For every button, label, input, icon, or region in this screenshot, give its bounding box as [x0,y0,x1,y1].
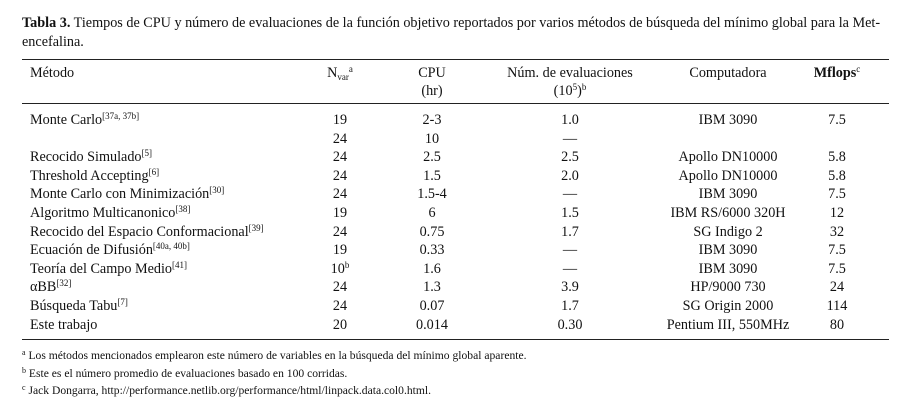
cell-cpu [392,260,472,278]
cell-nvar-text: 24 [332,149,348,166]
cell-mflops-text: 80 [829,316,845,333]
cell-nvar [300,316,380,334]
cell-cpu-text: 0.33 [419,242,445,259]
cell-evals [500,185,640,203]
cell-cpu [392,167,472,185]
cell-mflops [812,204,862,222]
cell-method [30,316,97,334]
footnote-mark: a [22,348,26,357]
cell-nvar-text: 10 [330,260,345,277]
cell-cpu [392,316,472,334]
header-nvar-label: N [327,65,338,81]
cell-mflops-text: 7.5 [828,112,846,128]
cell-method [30,278,71,296]
cell-cpu-text: 10 [424,130,440,147]
cell-mflops-text: 7.5 [828,242,846,259]
cell-mflops [812,167,862,185]
cell-cpu [392,297,472,315]
cell-computer [648,241,808,259]
header-evals [500,64,640,100]
cell-mflops-text: 5.8 [828,167,846,184]
footnote-text: Este es el número promedio de evaluaciones basado en 100 corridas. [28,366,348,380]
cell-computer-text: IBM RS/6000 320H [670,205,786,221]
header-mflops-sup: c [856,64,861,74]
header-mflops [812,64,862,82]
reference-citation: [30] [209,185,225,196]
cell-method [30,223,264,241]
header-evals-exp: 5 [572,82,578,92]
cell-cpu-text: 0.75 [419,223,445,240]
cell-evals-text: 2.0 [561,167,579,184]
reference-citation: [32] [56,278,72,289]
reference-citation: [7] [117,297,128,307]
reference-citation: [41] [172,259,188,270]
cell-evals-text: 1.7 [561,298,579,314]
cell-evals-text: 1.7 [561,223,579,240]
header-evals-close: ) [577,83,582,99]
cell-nvar [300,204,380,222]
cell-evals [500,297,640,315]
cell-evals-text: 1.5 [561,205,579,221]
cell-nvar-text: 19 [332,112,348,128]
cell-cpu-text: 0.07 [419,298,445,314]
cell-nvar-text: 24 [332,279,348,296]
cell-method-text: Threshold Accepting [30,167,149,184]
cell-nvar [300,148,380,166]
cell-nvar-text: 24 [332,223,348,240]
cell-evals [500,260,640,278]
footnote-text: Jack Dongarra, http://performance.netlib.org/performance/html/linpack.data.col0.html. [28,384,432,397]
cell-nvar-text: 19 [332,242,348,259]
cell-nvar-text: 20 [332,316,348,333]
cell-evals [500,223,640,241]
header-evals-sup: b [581,82,587,92]
cell-nvar [300,297,380,315]
cell-mflops-text: 5.8 [828,149,846,166]
cell-cpu-text: 1.5-4 [417,186,447,203]
cell-cpu [392,223,472,241]
cell-nvar [300,260,380,278]
cell-evals [500,278,640,296]
cell-cpu-text: 6 [428,205,436,221]
cell-cpu-text: 2-3 [422,112,442,128]
cell-method-text: Este trabajo [30,316,98,333]
cell-nvar-text: 24 [332,186,348,203]
caption-text: Tiempos de CPU y número de evaluaciones de la función objetivo reportados por varios métodos de búsqueda del mínimo global para la Met-encefalina. [22,15,881,50]
cell-computer [648,223,808,241]
header-nvar [300,64,380,82]
cell-cpu [392,241,472,259]
cell-nvar [300,223,380,241]
cell-computer-text: SG Origin 2000 [682,298,774,314]
footnote [22,366,347,381]
cell-mflops-text: 114 [826,298,848,314]
cell-method-text: Teoría del Campo Medio [30,260,173,277]
cell-computer-text: IBM 3090 [698,186,758,203]
cell-nvar-text: 24 [332,130,348,147]
footnote-text: Los métodos mencionados emplearon este número de variables en la búsqueda del mínimo global aparente. [28,349,527,362]
header-mflops-ops: ops [835,65,857,81]
cell-computer-text: IBM 3090 [698,112,758,128]
cell-computer [648,111,808,129]
cell-mflops-text: 7.5 [828,260,846,277]
reference-citation: [5] [141,148,153,159]
header-evals-base: (10 [553,83,573,99]
cell-method [30,111,139,129]
cell-computer [648,167,808,185]
cell-evals [500,316,640,334]
cell-evals [500,111,640,129]
cell-evals-text: 2.5 [561,149,579,166]
cell-evals-text: — [562,260,578,277]
header-mflops-m: M [813,65,828,81]
cell-cpu [392,130,472,148]
bottom-rule [22,339,889,340]
cell-cpu [392,278,472,296]
cell-nvar [300,278,380,296]
top-rule [22,59,889,60]
cell-nvar-text: 19 [332,205,348,221]
cell-mflops [812,297,862,315]
header-evals-line2 [500,82,640,100]
cell-method [30,297,128,315]
header-rule [22,103,889,104]
cell-evals-text: — [562,186,578,203]
cell-computer-text: IBM 3090 [698,242,758,259]
cell-mflops [812,148,862,166]
cell-cpu [392,111,472,129]
cell-computer [648,278,808,296]
footnote [22,348,527,363]
cell-evals-text: 3.9 [561,279,579,296]
cell-mflops [812,111,862,129]
cell-nvar [300,130,380,148]
cell-evals-text: — [562,242,578,259]
cell-computer [648,148,808,166]
reference-citation: [6] [148,166,160,177]
cell-nvar-text: 24 [332,167,348,184]
cell-cpu-text: 1.5 [423,167,441,184]
cell-mflops-text: 24 [829,279,845,296]
header-cpu-line1: CPU [418,65,446,81]
reference-citation: [38] [175,204,191,214]
cell-computer-text: SG Indigo 2 [693,223,763,240]
cell-cpu-text: 0.014 [416,316,448,333]
cell-evals-text: 0.30 [557,316,583,333]
cell-method-text: Algoritmo Multicanonico [30,205,176,221]
table-caption [22,14,894,52]
cell-evals [500,204,640,222]
cell-method [30,204,190,222]
header-nvar-sup: a [348,64,353,74]
header-cpu-line2: (hr) [421,83,443,99]
footnote-mark: b [22,365,26,375]
cell-mflops [812,316,862,334]
cell-method-text: Recocido del Espacio Conformacional [30,223,249,240]
cell-computer [648,204,808,222]
header-cpu [392,64,472,100]
cell-method-text: Monte Carlo [30,112,103,128]
caption-label: Tabla 3. [22,15,71,31]
footnote-mark: c [22,383,26,392]
footnote [22,383,431,398]
header-computer-label: Computadora [689,65,767,81]
cell-method-text: Búsqueda Tabu [30,298,118,314]
cell-evals [500,130,640,148]
header-method [30,64,74,82]
cell-mflops [812,185,862,203]
cell-evals-text: — [562,130,578,147]
cell-method-text: Ecuación de Difusión [30,242,153,259]
nvar-footnote-mark: b [344,259,350,270]
cell-nvar [300,111,380,129]
cell-cpu [392,185,472,203]
header-evals-line1: Núm. de evaluaciones [507,65,633,81]
cell-method [30,260,187,278]
cell-evals [500,148,640,166]
cell-computer-text: Apollo DN10000 [678,167,778,184]
header-nvar-sub: var [337,72,349,82]
reference-citation: [40a, 40b] [152,241,190,252]
header-computer [648,64,808,82]
cell-method [30,241,190,259]
cell-mflops [812,260,862,278]
cell-method [30,185,224,203]
cell-cpu-text: 1.6 [423,260,441,277]
reference-citation: [37a, 37b] [102,111,140,121]
cell-mflops-text: 32 [829,223,845,240]
cell-evals-text: 1.0 [561,112,579,128]
cell-cpu-text: 1.3 [423,279,441,296]
cell-cpu [392,204,472,222]
cell-nvar [300,185,380,203]
cell-method-text: αBB [30,279,57,296]
cell-evals [500,167,640,185]
cell-mflops [812,278,862,296]
cell-cpu-text: 2.5 [423,149,441,166]
cell-computer-text: HP/9000 730 [690,279,766,296]
cell-evals [500,241,640,259]
cell-computer [648,185,808,203]
cell-method [30,148,152,166]
header-mflops-fl: fl [827,65,836,81]
cell-cpu [392,148,472,166]
cell-mflops [812,223,862,241]
cell-nvar-text: 24 [332,298,348,314]
cell-mflops [812,241,862,259]
cell-method [30,167,159,185]
cell-computer-text: IBM 3090 [698,260,758,277]
cell-mflops-text: 12 [829,205,845,221]
header-method-label: Método [30,65,75,81]
cell-computer [648,297,808,315]
cell-nvar [300,167,380,185]
cell-mflops-text: 7.5 [828,186,846,203]
cell-method-text: Monte Carlo con Minimización [30,186,210,203]
cell-computer-text: Apollo DN10000 [678,149,778,166]
cell-method-text: Recocido Simulado [30,149,142,166]
cell-computer [648,316,808,334]
cell-computer-text: Pentium III, 550MHz [666,316,790,333]
cell-computer [648,260,808,278]
cell-nvar [300,241,380,259]
reference-citation: [39] [248,222,264,233]
